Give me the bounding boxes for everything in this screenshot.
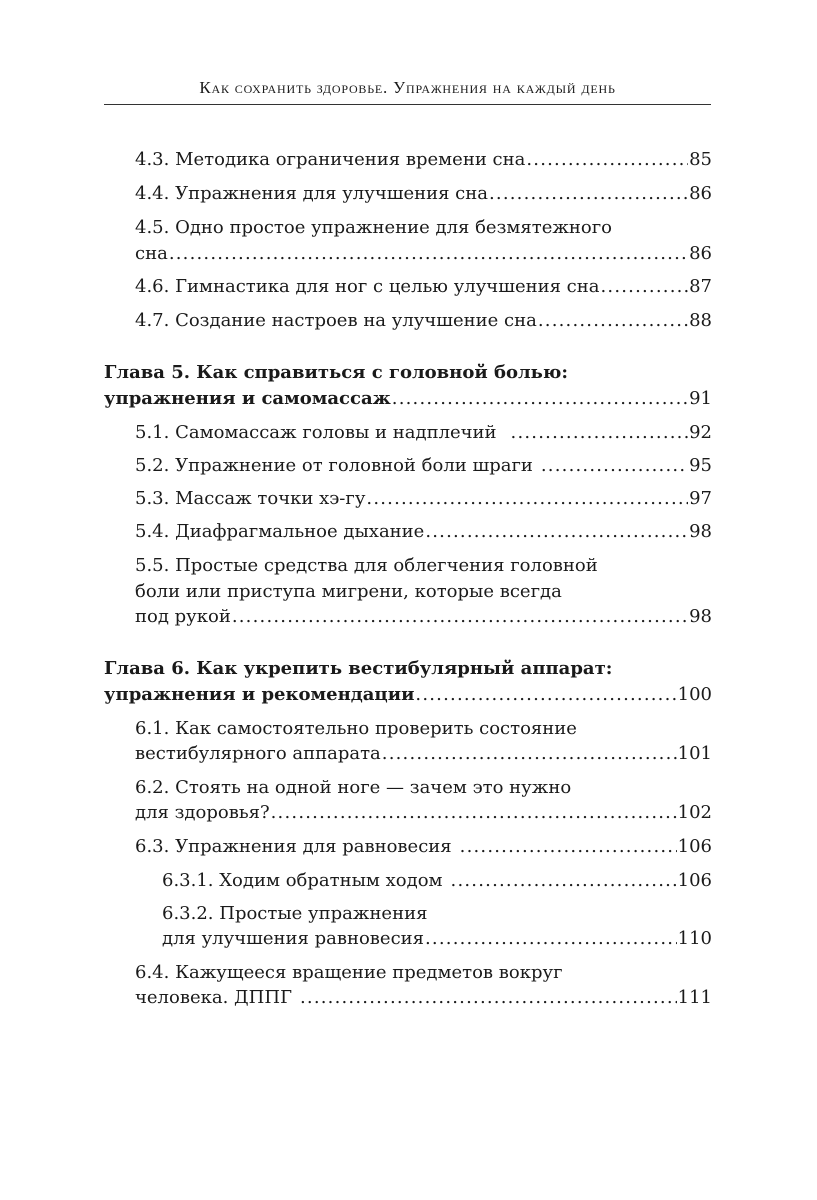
toc-entry-6-1-line1: 6.1. Как самостоятельно проверить состояние <box>135 718 577 739</box>
toc-entry-page: 87 <box>689 276 712 297</box>
toc-entry-title: 4.3. Методика ограничения времени сна <box>135 149 526 170</box>
toc-entry-title: 4.7. Создание настроев на улучшение сна <box>135 310 537 331</box>
toc-entry-6-4-line1: 6.4. Кажущееся вращение предметов вокруг <box>135 962 563 983</box>
dot-leader <box>600 274 688 300</box>
toc-entry-page: 102 <box>677 802 712 823</box>
toc-entry-4-7[interactable] <box>135 308 712 334</box>
toc-entry-5-3[interactable] <box>135 486 712 512</box>
toc-entry-page: 86 <box>689 243 712 264</box>
toc-entry-page: 106 <box>677 836 712 857</box>
toc-entry-page: 111 <box>677 987 712 1008</box>
dot-leader <box>415 682 676 708</box>
dot-leader <box>232 604 688 630</box>
toc-entry-title: под рукой <box>135 606 231 627</box>
dot-leader <box>382 741 677 767</box>
toc-entry-4-5-line1: 4.5. Одно простое упражнение для безмятежного <box>135 217 613 238</box>
toc-entry-4-4[interactable] <box>135 181 712 207</box>
toc-entry-5-5-line1: 5.5. Простые средства для облегчения головной <box>135 555 598 576</box>
toc-chapter-5[interactable] <box>104 386 712 412</box>
toc-entry-4-5[interactable] <box>135 241 712 267</box>
dot-leader <box>425 926 677 952</box>
toc-entry-page: 100 <box>677 684 712 705</box>
toc-entry-title: 6.3.1. Ходим обратным ходом <box>162 870 443 891</box>
toc-entry-page: 85 <box>689 149 712 170</box>
toc-entry-6-2-line1: 6.2. Стоять на одной ноге — зачем это нужно <box>135 777 572 798</box>
toc-entry-page: 101 <box>677 743 712 764</box>
chapter-5-title-line1: Глава 5. Как справиться с головной болью: <box>104 362 569 383</box>
toc-entry-6-3-2[interactable] <box>162 926 712 952</box>
toc-entry-title: 5.4. Диафрагмальное дыхание <box>135 521 425 542</box>
dot-leader <box>392 386 688 412</box>
toc-entry-title: вестибулярного аппарата <box>135 743 381 764</box>
toc-entry-6-1[interactable] <box>135 741 712 767</box>
toc-entry-5-1[interactable] <box>135 420 712 446</box>
toc-entry-6-2[interactable] <box>135 800 712 826</box>
toc-entry-5-5-line2: боли или приступа мигрени, которые всегда <box>135 581 562 602</box>
toc-entry-6-3[interactable] <box>135 834 712 860</box>
chapter-title: упражнения и рекомендации <box>104 684 415 705</box>
toc-entry-page: 86 <box>689 183 712 204</box>
toc-entry-4-3[interactable] <box>135 147 712 173</box>
toc-entry-page: 110 <box>677 928 712 949</box>
toc-entry-5-2[interactable] <box>135 453 712 479</box>
toc-entry-6-3-1[interactable] <box>162 868 712 894</box>
toc-entry-title: 6.3. Упражнения для равновесия <box>135 836 452 857</box>
toc-entry-title: для здоровья? <box>135 802 270 823</box>
dot-leader <box>451 868 677 894</box>
toc-entry-page: 106 <box>677 870 712 891</box>
toc-entry-page: 98 <box>689 606 712 627</box>
chapter-6-title-line1: Глава 6. Как укрепить вестибулярный аппарат: <box>104 658 613 679</box>
dot-leader <box>169 241 688 267</box>
dot-leader <box>366 486 688 512</box>
toc-entry-6-4[interactable] <box>135 985 712 1011</box>
running-header: Как сохранить здоровье. Упражнения на каждый день <box>199 78 616 97</box>
toc-entry-4-6[interactable] <box>135 274 712 300</box>
dot-leader <box>541 453 688 479</box>
toc-entry-5-5[interactable] <box>135 604 712 630</box>
toc-entry-page: 97 <box>689 488 712 509</box>
toc-chapter-6[interactable] <box>104 682 712 708</box>
toc-entry-title: 5.3. Массаж точки хэ-гу <box>135 488 366 509</box>
dot-leader <box>271 800 677 826</box>
toc-entry-title: сна <box>135 243 168 264</box>
toc-entry-page: 98 <box>689 521 712 542</box>
toc-entry-page: 95 <box>689 455 712 476</box>
toc-entry-title: 5.2. Упражнение от головной боли шраги <box>135 455 533 476</box>
toc-entry-5-4[interactable] <box>135 519 712 545</box>
chapter-title: упражнения и самомассаж <box>104 388 391 409</box>
dot-leader <box>526 147 688 173</box>
toc-entry-title: для улучшения равновесия <box>162 928 425 949</box>
dot-leader <box>489 181 688 207</box>
toc-entry-page: 91 <box>689 388 712 409</box>
dot-leader <box>425 519 688 545</box>
toc-entry-title: 4.4. Упражнения для улучшения сна <box>135 183 488 204</box>
toc-entry-title: 5.1. Самомассаж головы и надплечий <box>135 422 497 443</box>
toc-entry-title: 4.6. Гимнастика для ног с целью улучшения сна <box>135 276 600 297</box>
toc-entry-6-3-2-line1: 6.3.2. Простые упражнения <box>162 903 428 924</box>
toc-entry-title: человека. ДППГ <box>135 987 292 1008</box>
dot-leader <box>511 420 689 446</box>
toc-entry-page: 88 <box>689 310 712 331</box>
dot-leader <box>460 834 677 860</box>
dot-leader <box>300 985 677 1011</box>
dot-leader <box>538 308 688 334</box>
toc-entry-page: 92 <box>689 422 712 443</box>
